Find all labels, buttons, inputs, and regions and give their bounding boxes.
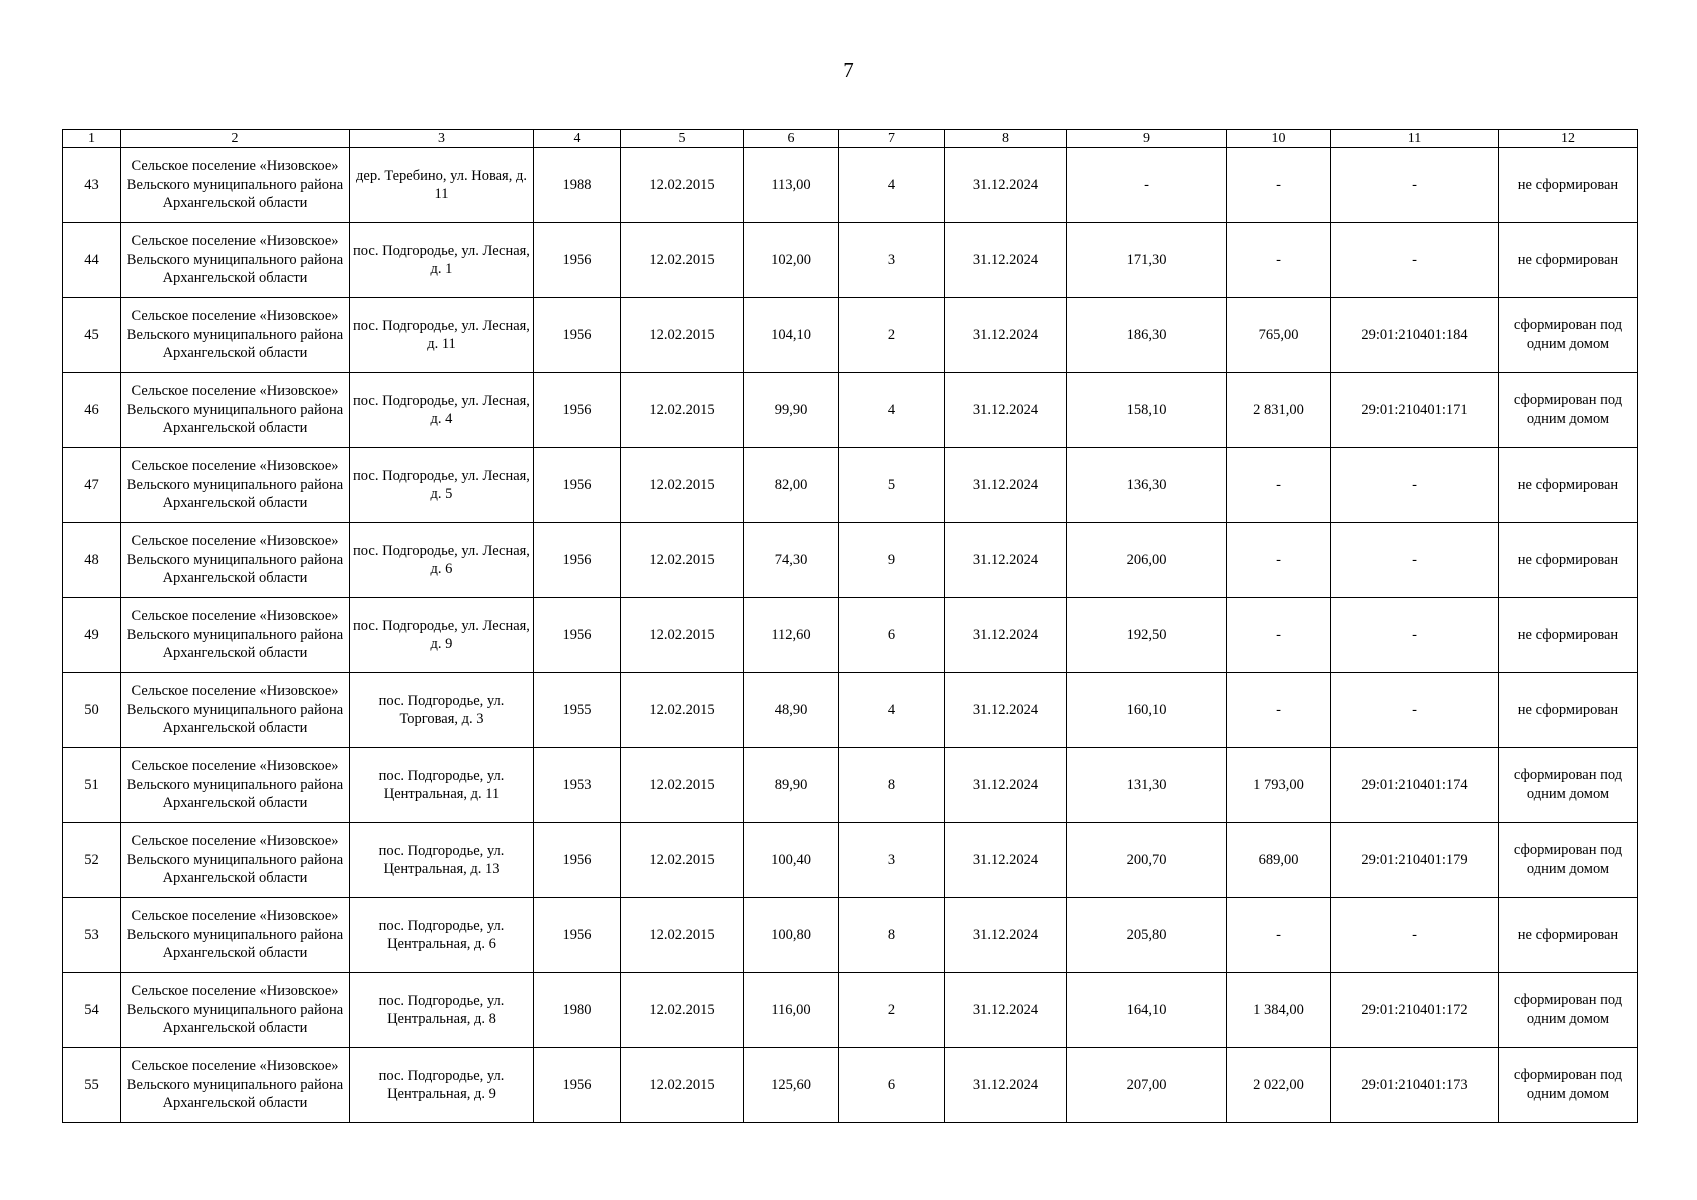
residents-count: 4 — [839, 673, 945, 748]
land-plot-status: не сформирован — [1499, 898, 1638, 973]
municipality-name: Сельское поселение «Низовское» Вельского муниципального района Архангельской области — [121, 298, 350, 373]
cadastral-number: 29:01:210401:173 — [1331, 1048, 1499, 1123]
land-plot-area: 765,00 — [1227, 298, 1331, 373]
table-row — [63, 1048, 1638, 1123]
recognition-date: 12.02.2015 — [621, 748, 744, 823]
municipality-name: Сельское поселение «Низовское» Вельского муниципального района Архангельской области — [121, 1048, 350, 1123]
municipality-name: Сельское поселение «Низовское» Вельского муниципального района Архангельской области — [121, 223, 350, 298]
municipality-name: Сельское поселение «Низовское» Вельского муниципального района Архангельской области — [121, 448, 350, 523]
municipality-name: Сельское поселение «Низовское» Вельского муниципального района Архангельской области — [121, 898, 350, 973]
column-9-value: 192,50 — [1067, 598, 1227, 673]
municipality-name: Сельское поселение «Низовское» Вельского муниципального района Архангельской области — [121, 748, 350, 823]
column-header: 4 — [534, 130, 621, 148]
residents-count: 8 — [839, 748, 945, 823]
construction-year: 1956 — [534, 598, 621, 673]
recognition-date: 12.02.2015 — [621, 523, 744, 598]
resettlement-deadline: 31.12.2024 — [945, 748, 1067, 823]
table-row — [63, 823, 1638, 898]
resettlement-deadline: 31.12.2024 — [945, 673, 1067, 748]
land-plot-status: не сформирован — [1499, 223, 1638, 298]
construction-year: 1955 — [534, 673, 621, 748]
housing-registry-table — [62, 129, 1638, 1123]
construction-year: 1956 — [534, 373, 621, 448]
table-row — [63, 373, 1638, 448]
house-address: пос. Подгородье, ул. Центральная, д. 13 — [350, 823, 534, 898]
row-number: 46 — [63, 373, 121, 448]
municipality-name: Сельское поселение «Низовское» Вельского муниципального района Архангельской области — [121, 148, 350, 223]
column-header: 7 — [839, 130, 945, 148]
land-plot-area: - — [1227, 523, 1331, 598]
column-header: 5 — [621, 130, 744, 148]
construction-year: 1956 — [534, 1048, 621, 1123]
recognition-date: 12.02.2015 — [621, 148, 744, 223]
cadastral-number: 29:01:210401:171 — [1331, 373, 1499, 448]
house-address: пос. Подгородье, ул. Торговая, д. 3 — [350, 673, 534, 748]
row-number: 45 — [63, 298, 121, 373]
house-address: пос. Подгородье, ул. Лесная, д. 5 — [350, 448, 534, 523]
resettlement-deadline: 31.12.2024 — [945, 898, 1067, 973]
residents-count: 2 — [839, 298, 945, 373]
residents-count: 5 — [839, 448, 945, 523]
column-header: 8 — [945, 130, 1067, 148]
land-plot-area: 689,00 — [1227, 823, 1331, 898]
municipality-name: Сельское поселение «Низовское» Вельского муниципального района Архангельской области — [121, 823, 350, 898]
cadastral-number: 29:01:210401:184 — [1331, 298, 1499, 373]
cadastral-number: 29:01:210401:179 — [1331, 823, 1499, 898]
house-address: пос. Подгородье, ул. Центральная, д. 6 — [350, 898, 534, 973]
living-area: 100,40 — [744, 823, 839, 898]
living-area: 102,00 — [744, 223, 839, 298]
cadastral-number: - — [1331, 223, 1499, 298]
land-plot-status: сформирован под одним домом — [1499, 748, 1638, 823]
table-body — [63, 148, 1638, 1123]
table-row — [63, 448, 1638, 523]
house-address: пос. Подгородье, ул. Лесная, д. 6 — [350, 523, 534, 598]
living-area: 104,10 — [744, 298, 839, 373]
column-9-value: 171,30 — [1067, 223, 1227, 298]
land-plot-status: сформирован под одним домом — [1499, 1048, 1638, 1123]
land-plot-area: - — [1227, 223, 1331, 298]
land-plot-status: не сформирован — [1499, 673, 1638, 748]
land-plot-area: 1 384,00 — [1227, 973, 1331, 1048]
column-number-row — [63, 130, 1638, 148]
residents-count: 4 — [839, 148, 945, 223]
column-9-value: 158,10 — [1067, 373, 1227, 448]
residents-count: 9 — [839, 523, 945, 598]
house-address: пос. Подгородье, ул. Лесная, д. 4 — [350, 373, 534, 448]
column-9-value: 200,70 — [1067, 823, 1227, 898]
construction-year: 1988 — [534, 148, 621, 223]
recognition-date: 12.02.2015 — [621, 898, 744, 973]
construction-year: 1956 — [534, 523, 621, 598]
table-row — [63, 748, 1638, 823]
construction-year: 1953 — [534, 748, 621, 823]
column-9-value: 164,10 — [1067, 973, 1227, 1048]
row-number: 54 — [63, 973, 121, 1048]
living-area: 74,30 — [744, 523, 839, 598]
column-header: 9 — [1067, 130, 1227, 148]
column-header: 11 — [1331, 130, 1499, 148]
construction-year: 1956 — [534, 898, 621, 973]
column-header: 10 — [1227, 130, 1331, 148]
living-area: 48,90 — [744, 673, 839, 748]
resettlement-deadline: 31.12.2024 — [945, 373, 1067, 448]
residents-count: 6 — [839, 598, 945, 673]
cadastral-number: - — [1331, 598, 1499, 673]
resettlement-deadline: 31.12.2024 — [945, 823, 1067, 898]
house-address: пос. Подгородье, ул. Лесная, д. 1 — [350, 223, 534, 298]
recognition-date: 12.02.2015 — [621, 823, 744, 898]
recognition-date: 12.02.2015 — [621, 373, 744, 448]
municipality-name: Сельское поселение «Низовское» Вельского муниципального района Архангельской области — [121, 973, 350, 1048]
house-address: пос. Подгородье, ул. Лесная, д. 9 — [350, 598, 534, 673]
house-address: пос. Подгородье, ул. Центральная, д. 8 — [350, 973, 534, 1048]
living-area: 116,00 — [744, 973, 839, 1048]
column-9-value: 205,80 — [1067, 898, 1227, 973]
table-row — [63, 598, 1638, 673]
living-area: 89,90 — [744, 748, 839, 823]
construction-year: 1956 — [534, 823, 621, 898]
table-row — [63, 148, 1638, 223]
residents-count: 3 — [839, 223, 945, 298]
construction-year: 1956 — [534, 223, 621, 298]
resettlement-deadline: 31.12.2024 — [945, 523, 1067, 598]
municipality-name: Сельское поселение «Низовское» Вельского муниципального района Архангельской области — [121, 373, 350, 448]
resettlement-deadline: 31.12.2024 — [945, 448, 1067, 523]
land-plot-status: сформирован под одним домом — [1499, 823, 1638, 898]
recognition-date: 12.02.2015 — [621, 673, 744, 748]
resettlement-deadline: 31.12.2024 — [945, 223, 1067, 298]
residents-count: 2 — [839, 973, 945, 1048]
municipality-name: Сельское поселение «Низовское» Вельского муниципального района Архангельской области — [121, 673, 350, 748]
land-plot-area: - — [1227, 598, 1331, 673]
land-plot-status: не сформирован — [1499, 148, 1638, 223]
recognition-date: 12.02.2015 — [621, 1048, 744, 1123]
table-row — [63, 973, 1638, 1048]
column-9-value: 206,00 — [1067, 523, 1227, 598]
row-number: 55 — [63, 1048, 121, 1123]
land-plot-area: - — [1227, 673, 1331, 748]
construction-year: 1956 — [534, 298, 621, 373]
living-area: 125,60 — [744, 1048, 839, 1123]
residents-count: 3 — [839, 823, 945, 898]
table-row — [63, 523, 1638, 598]
page-number: 7 — [843, 58, 854, 82]
house-address: пос. Подгородье, ул. Центральная, д. 11 — [350, 748, 534, 823]
house-address: пос. Подгородье, ул. Центральная, д. 9 — [350, 1048, 534, 1123]
resettlement-deadline: 31.12.2024 — [945, 148, 1067, 223]
living-area: 113,00 — [744, 148, 839, 223]
recognition-date: 12.02.2015 — [621, 298, 744, 373]
cadastral-number: 29:01:210401:172 — [1331, 973, 1499, 1048]
residents-count: 4 — [839, 373, 945, 448]
row-number: 51 — [63, 748, 121, 823]
column-header: 2 — [121, 130, 350, 148]
row-number: 48 — [63, 523, 121, 598]
row-number: 47 — [63, 448, 121, 523]
living-area: 99,90 — [744, 373, 839, 448]
cadastral-number: - — [1331, 898, 1499, 973]
cadastral-number: - — [1331, 523, 1499, 598]
row-number: 43 — [63, 148, 121, 223]
recognition-date: 12.02.2015 — [621, 973, 744, 1048]
column-9-value: 160,10 — [1067, 673, 1227, 748]
row-number: 50 — [63, 673, 121, 748]
land-plot-area: 2 831,00 — [1227, 373, 1331, 448]
land-plot-status: сформирован под одним домом — [1499, 973, 1638, 1048]
column-9-value: 186,30 — [1067, 298, 1227, 373]
residents-count: 6 — [839, 1048, 945, 1123]
living-area: 82,00 — [744, 448, 839, 523]
living-area: 112,60 — [744, 598, 839, 673]
resettlement-deadline: 31.12.2024 — [945, 598, 1067, 673]
table-row — [63, 223, 1638, 298]
column-9-value: 136,30 — [1067, 448, 1227, 523]
table-row — [63, 673, 1638, 748]
resettlement-deadline: 31.12.2024 — [945, 298, 1067, 373]
construction-year: 1956 — [534, 448, 621, 523]
row-number: 53 — [63, 898, 121, 973]
column-header: 1 — [63, 130, 121, 148]
cadastral-number: - — [1331, 448, 1499, 523]
house-address: пос. Подгородье, ул. Лесная, д. 11 — [350, 298, 534, 373]
living-area: 100,80 — [744, 898, 839, 973]
land-plot-area: - — [1227, 898, 1331, 973]
recognition-date: 12.02.2015 — [621, 448, 744, 523]
land-plot-status: не сформирован — [1499, 448, 1638, 523]
column-9-value: 207,00 — [1067, 1048, 1227, 1123]
column-9-value: - — [1067, 148, 1227, 223]
column-header: 12 — [1499, 130, 1638, 148]
cadastral-number: - — [1331, 673, 1499, 748]
row-number: 52 — [63, 823, 121, 898]
recognition-date: 12.02.2015 — [621, 223, 744, 298]
municipality-name: Сельское поселение «Низовское» Вельского муниципального района Архангельской области — [121, 523, 350, 598]
residents-count: 8 — [839, 898, 945, 973]
column-header: 3 — [350, 130, 534, 148]
row-number: 44 — [63, 223, 121, 298]
land-plot-area: - — [1227, 448, 1331, 523]
table-row — [63, 298, 1638, 373]
house-address: дер. Теребино, ул. Новая, д. 11 — [350, 148, 534, 223]
recognition-date: 12.02.2015 — [621, 598, 744, 673]
column-9-value: 131,30 — [1067, 748, 1227, 823]
table-row — [63, 898, 1638, 973]
construction-year: 1980 — [534, 973, 621, 1048]
cadastral-number: 29:01:210401:174 — [1331, 748, 1499, 823]
column-header: 6 — [744, 130, 839, 148]
land-plot-status: сформирован под одним домом — [1499, 298, 1638, 373]
cadastral-number: - — [1331, 148, 1499, 223]
row-number: 49 — [63, 598, 121, 673]
land-plot-area: 1 793,00 — [1227, 748, 1331, 823]
municipality-name: Сельское поселение «Низовское» Вельского муниципального района Архангельской области — [121, 598, 350, 673]
land-plot-area: 2 022,00 — [1227, 1048, 1331, 1123]
land-plot-status: не сформирован — [1499, 523, 1638, 598]
land-plot-status: не сформирован — [1499, 598, 1638, 673]
land-plot-area: - — [1227, 148, 1331, 223]
resettlement-deadline: 31.12.2024 — [945, 1048, 1067, 1123]
resettlement-deadline: 31.12.2024 — [945, 973, 1067, 1048]
land-plot-status: сформирован под одним домом — [1499, 373, 1638, 448]
